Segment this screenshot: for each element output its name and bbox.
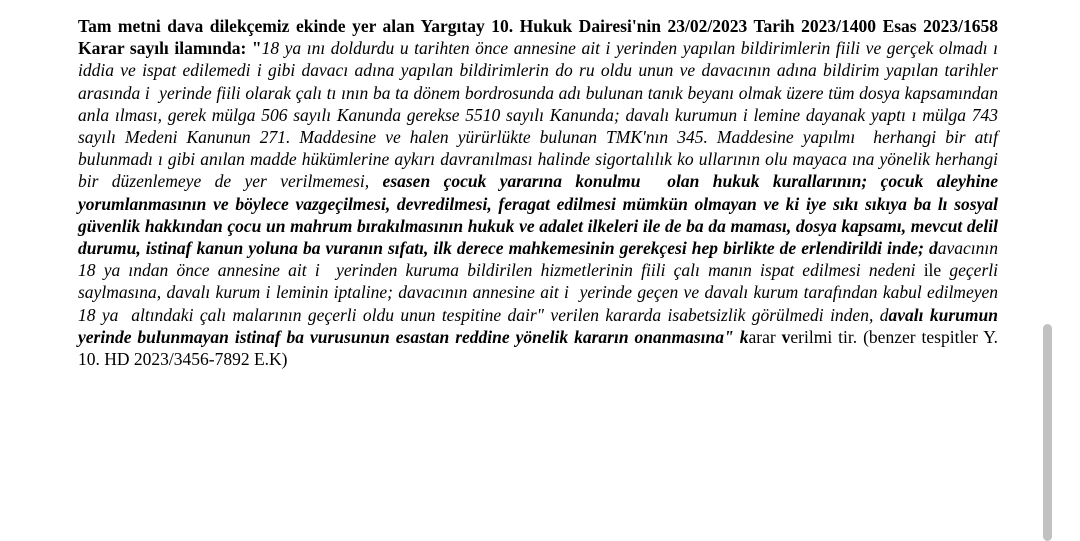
scrollbar-thumb[interactable] bbox=[1043, 324, 1052, 541]
text-run: erilmi tir. (benzer tespitler Y. 10. HD 2023/3456-7892 E.K) bbox=[78, 326, 1003, 370]
text-run: geçerli saylmasına, davalı kurum i leminin iptaline; davacının annesine ait i yerinde geçen ve davalı kurum tarafından kabul edilmeyen 18 ya altındaki çalı malarının geçerli oldu unun tespitine dair" verilen kararda isabetsizlik görülmedi inden, d bbox=[78, 260, 1003, 325]
text-run: arar bbox=[748, 326, 782, 347]
text-run: ile bbox=[923, 260, 950, 281]
text-run: v bbox=[781, 326, 791, 347]
text-run: Tam metni dava dilekçemiz ekinde yer alan Yargıtay 10. Hukuk Dairesi'nin 23/02/2023 Tarih 2023/1400 Esas 2023/1658 Karar sayılı ilamında: " bbox=[78, 16, 1003, 59]
document-paragraph bbox=[78, 15, 1003, 370]
text-run: 18 ya ını doldurdu u tarihten önce annesine ait i yerinden yapılan bildirimlerin fiili ve gerçek olmadı ı iddia ve ispat edilemedi i gibi davacı adına yapılan bildirimlerin do ru oldu unun ve davacının adına bildirim yapılan tarihler arasında i yerinde fiili olarak çalı tı ının ba ta dönem bordrosunda adı bulunan tanık beyanı olmak üzere tüm dosya kapsamından anla ılması, gerek mülga 506 sayılı Kanunda gerekse 5510 sayılı Kanunda; davalı kurumun i lemine dayanak yaptı ı mülga 743 sayılı Medeni Kanunun 271. Maddesine ve halen yürürlükte bulunan TMK'nın 345. Maddesine yapılmı herhangi bir atıf bulunmadı ı gibi anılan madde hükümlerine aykırı davranılması halinde sigortalılık ko ullarının olu mayaca ına yönelik herhangi bir düzenlemeye de yer verilmemesi, bbox=[78, 38, 1003, 192]
text-run: avalı kurumun yerinde bulunmayan istinaf ba vurusunun esastan reddine yönelik kararın onanmasına" k bbox=[78, 304, 1003, 347]
text-run: avacının 18 ya ından önce annesine ait i yerinden kuruma bildirilen hizmetlerinin fiili çalı manın ispat edilmesi nedeni bbox=[78, 238, 1003, 281]
text-run: esasen çocuk yararına konulmu olan hukuk kurallarının; çocuk aleyhine yorumlanmasının ve böylece vazgeçilmesi, devredilmesi, feragat edilmesi mümkün olmayan ve ki iye sıkı sıkıya ba lı sosyal güvenlik hakkından çocu un mahrum bırakılmasının hukuk ve adalet ilkeleri ile de ba da maması, dosya kapsamı, mevcut delil durumu, istinaf kanun yoluna ba vuranın sıfatı, ilk derece mahkemesinin gerekçesi hep birlikte de erlendirildi inde; d bbox=[78, 171, 1003, 259]
